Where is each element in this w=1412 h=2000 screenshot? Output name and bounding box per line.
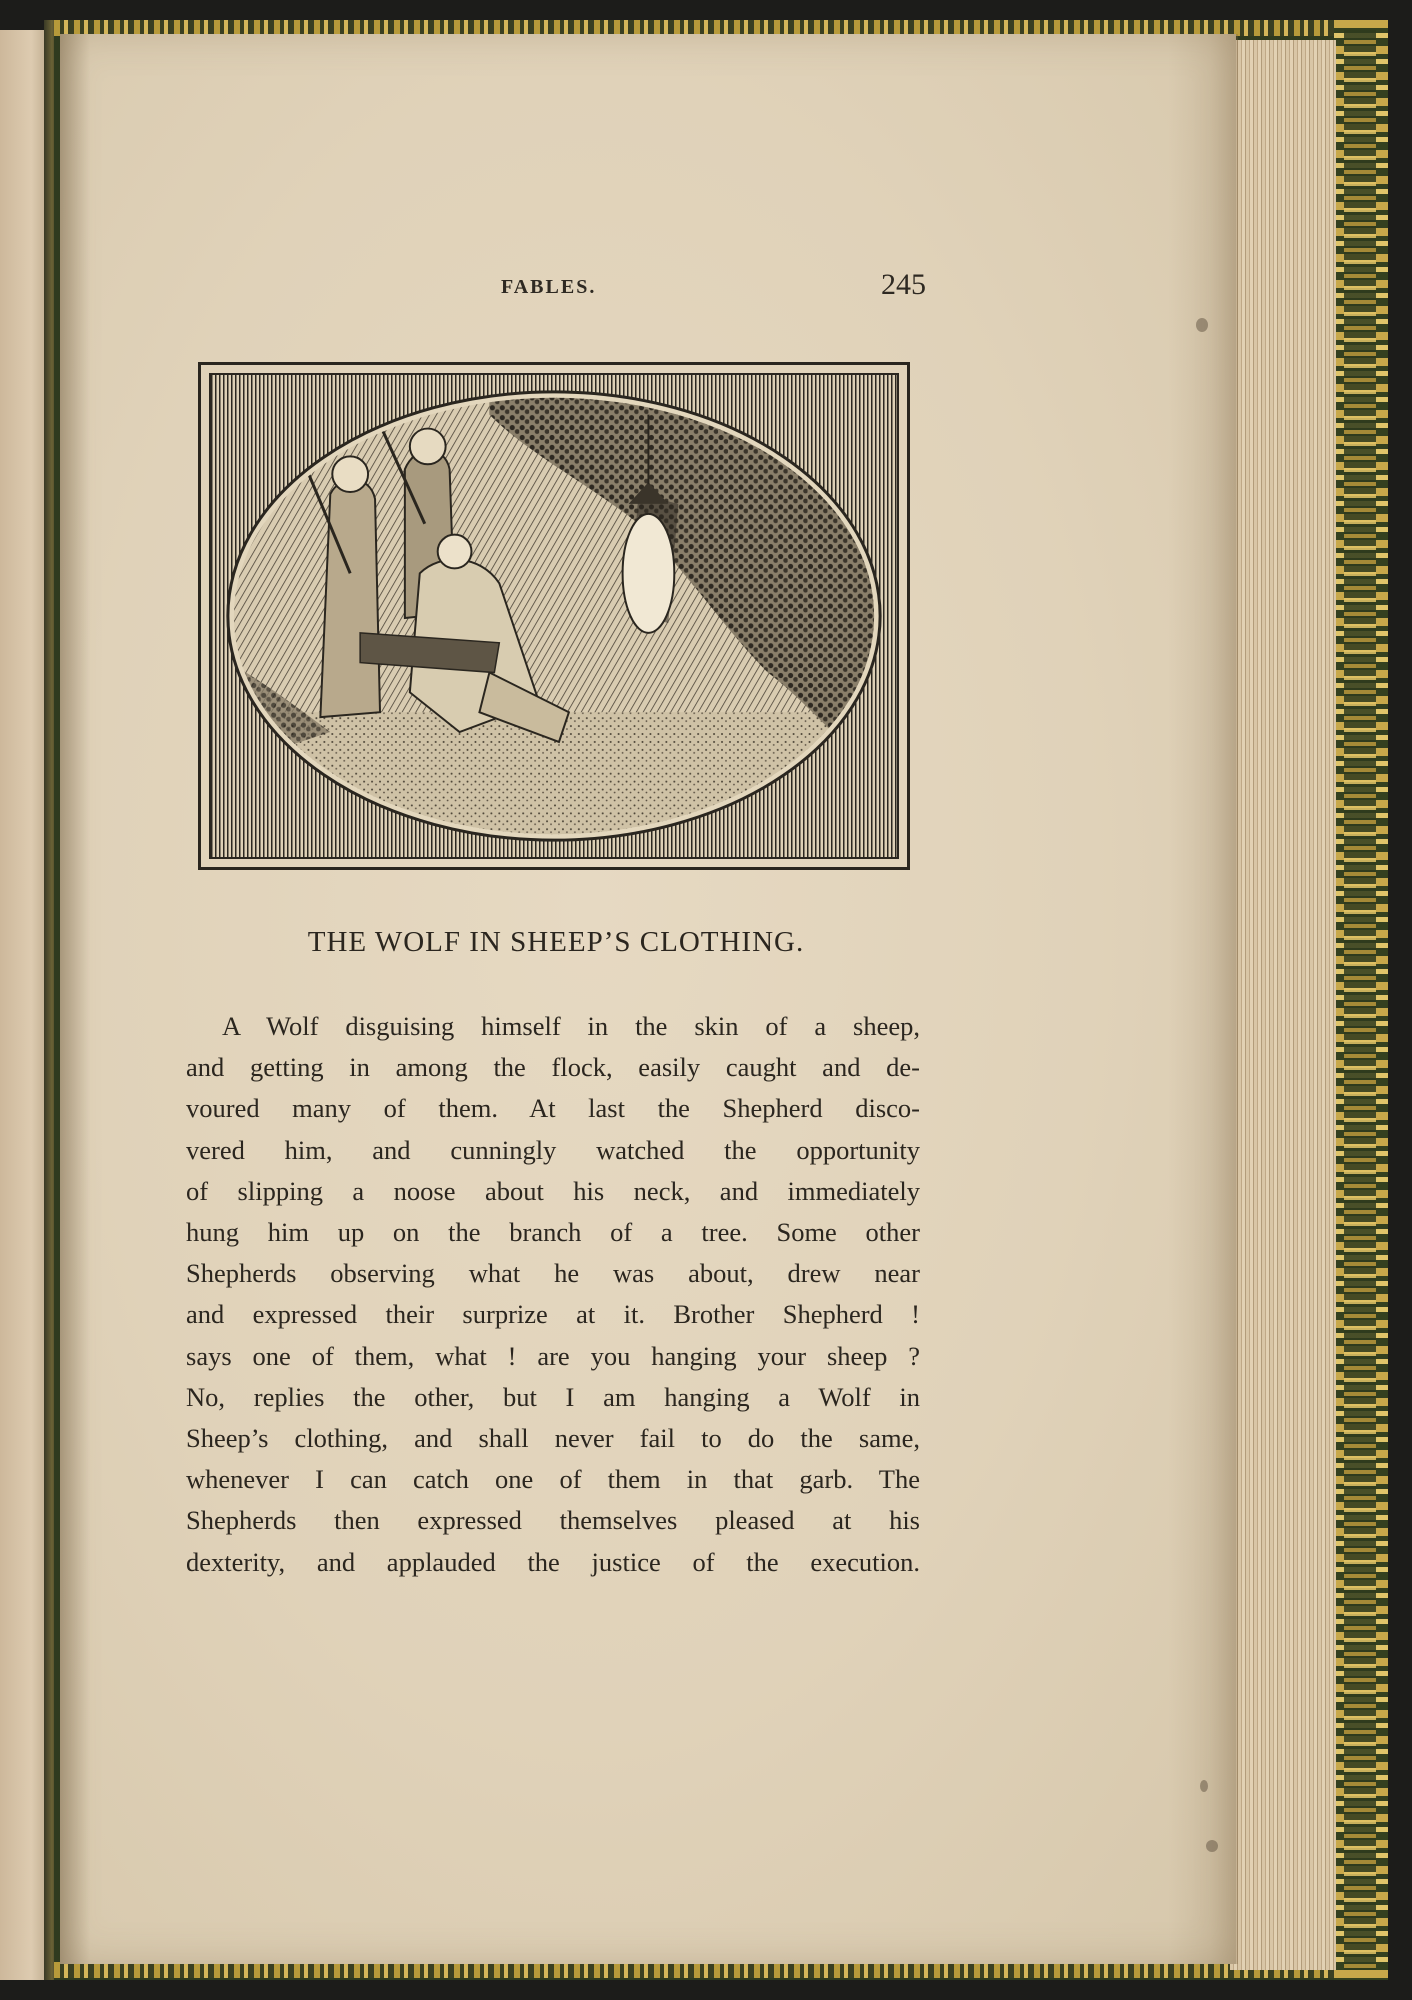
- fable-line: voured many of them. At last the Shepherd disco-: [186, 1093, 920, 1124]
- fable-line: of slipping a noose about his neck, and immediately: [186, 1175, 920, 1206]
- running-head: [186, 268, 926, 308]
- fable-title: THE WOLF IN SHEEP’S CLOTHING.: [307, 926, 805, 958]
- fable-line: dexterity, and applauded the justice of the execution.: [186, 1546, 920, 1577]
- foxing-spot: [1200, 1780, 1208, 1792]
- gilt-ornament-right: [1344, 30, 1376, 1970]
- woodcut-scene: [211, 375, 897, 857]
- fable-text: [186, 1006, 920, 1583]
- foxing-spot: [1196, 318, 1208, 332]
- book-page: [60, 34, 1236, 1964]
- woodcut-illustration: [198, 362, 910, 870]
- fable-line: Sheep’s clothing, and shall never fail to do the same,: [186, 1423, 920, 1454]
- fable-line: and expressed their surprize at it. Brother Shepherd !: [186, 1299, 920, 1330]
- page-number: 245: [881, 268, 926, 301]
- gilt-border-bottom: [54, 1962, 1388, 1978]
- fable-line: and getting in among the flock, easily caught and de-: [186, 1052, 920, 1083]
- fable-line: Shepherds then expressed themselves pleased at his: [186, 1505, 920, 1536]
- fable-line: Shepherds observing what he was about, drew near: [186, 1258, 920, 1289]
- foxing-spot: [1206, 1840, 1218, 1852]
- page-fore-edges: [1230, 40, 1336, 1970]
- fable-line: A Wolf disguising himself in the skin of a sheep,: [222, 1011, 920, 1041]
- running-title: FABLES.: [501, 276, 597, 298]
- fable-line: No, replies the other, but I am hanging a Wolf in: [186, 1381, 920, 1412]
- fable-line: whenever I can catch one of them in that garb. The: [186, 1464, 920, 1495]
- fable-line: vered him, and cunningly watched the opportunity: [186, 1134, 920, 1165]
- fable-line: hung him up on the branch of a tree. Some other: [186, 1217, 920, 1248]
- gutter-shadow: [60, 34, 90, 1964]
- woodcut-hatched-background: [209, 373, 899, 859]
- fable-line: says one of them, what ! are you hanging your sheep ?: [186, 1340, 920, 1371]
